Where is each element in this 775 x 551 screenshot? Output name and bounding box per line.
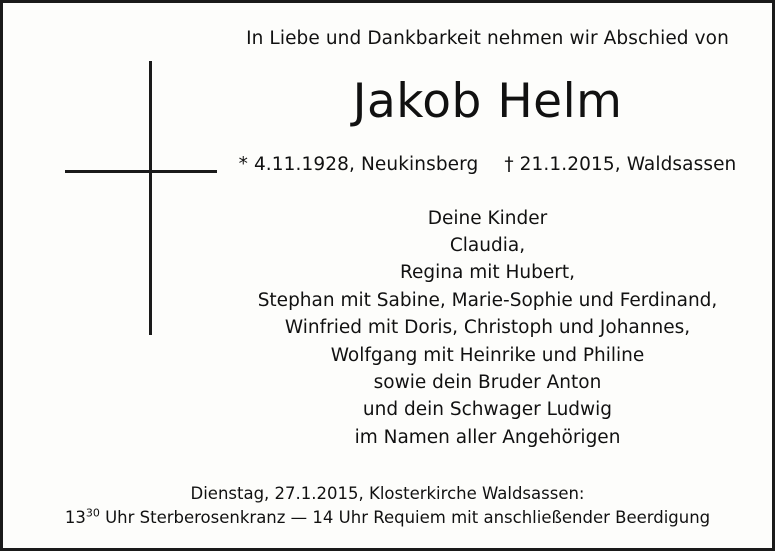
birth-date: * 4.11.1928, Neukinsberg — [238, 153, 479, 175]
family-line: Wolfgang mit Heinrike und Philine — [330, 344, 645, 366]
cross-icon — [53, 61, 213, 351]
family-line: und dein Schwager Ludwig — [362, 399, 613, 421]
service-time-rest: Uhr Sterberosenkranz — 14 Uhr Requiem mit anschließender Beerdigung — [99, 508, 711, 528]
life-dates — [221, 154, 754, 175]
service-minutes: 30 — [85, 506, 100, 520]
deceased-name: Jakob Helm — [352, 73, 623, 129]
death-date: † 21.1.2015, Waldsassen — [504, 153, 737, 175]
cross-vertical-bar — [149, 61, 152, 335]
family-list — [221, 205, 754, 451]
family-line: Winfried mit Doris, Christoph und Johannes, — [284, 317, 691, 339]
notice-content — [221, 27, 754, 451]
service-location-line: Dienstag, 27.1.2015, Klosterkirche Waldsassen: — [190, 484, 585, 504]
service-hour: 13 — [64, 508, 86, 528]
family-line: Stephan mit Sabine, Marie-Sophie und Ferdinand, — [257, 289, 718, 311]
cross-horizontal-bar — [65, 170, 217, 173]
family-line: im Namen aller Angehörigen — [354, 426, 621, 448]
service-details — [3, 482, 772, 530]
intro-text: In Liebe und Dankbarkeit nehmen wir Abschied von — [246, 28, 729, 49]
family-line: Claudia, — [449, 235, 526, 257]
family-line: Regina mit Hubert, — [399, 262, 576, 284]
family-line: Deine Kinder — [427, 207, 548, 229]
family-line: sowie dein Bruder Anton — [373, 371, 602, 393]
service-time-line — [3, 506, 772, 530]
